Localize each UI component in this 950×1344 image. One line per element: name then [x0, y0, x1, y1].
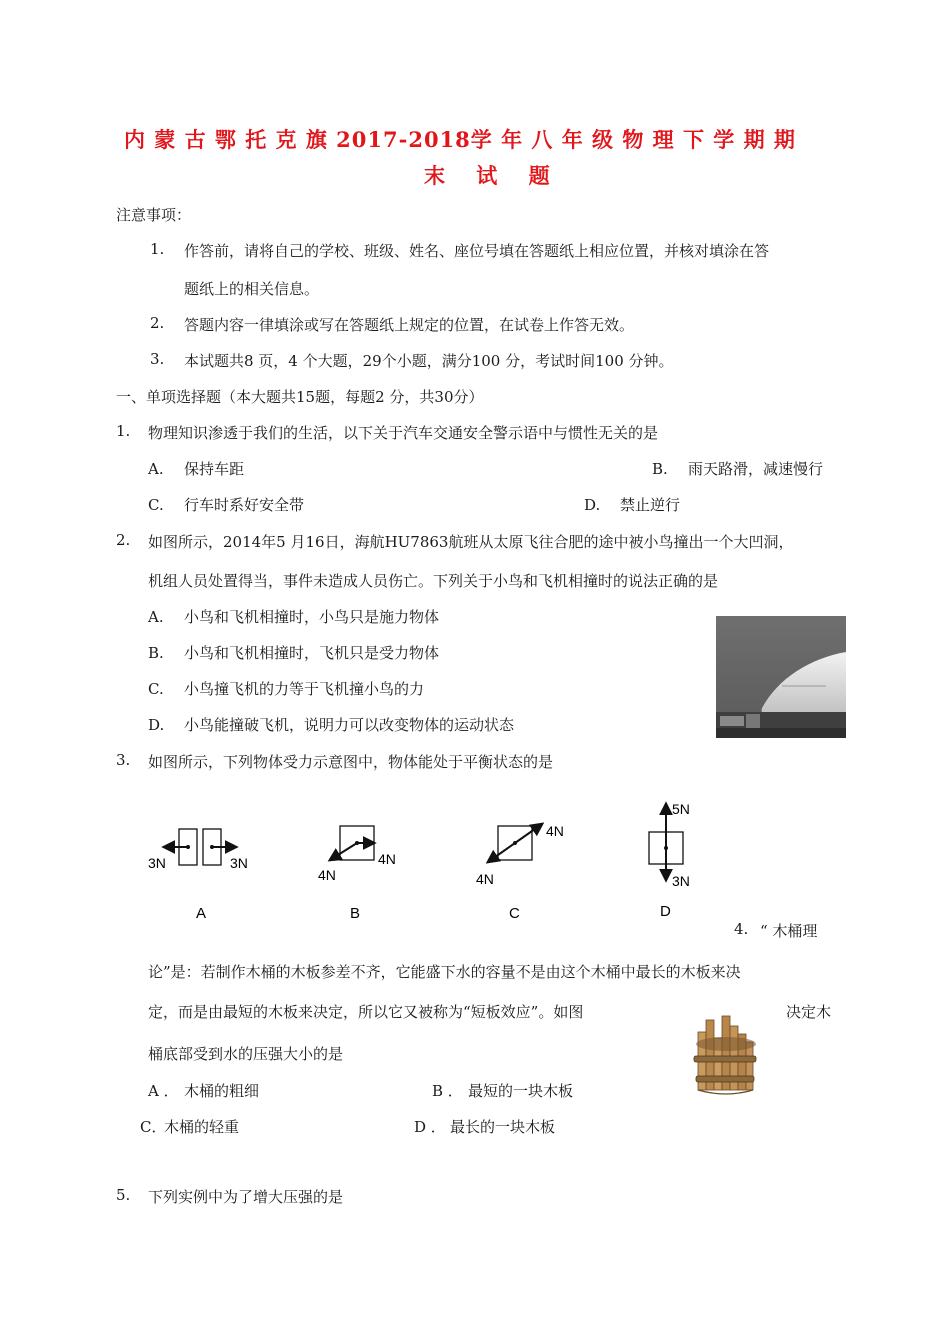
notice-item-3-text: 本试题共8 页，4 个大题，29个小题，满分100 分，考试时间100 分钟。 — [184, 352, 674, 370]
option-text: 小鸟和飞机相撞时，小鸟只是施力物体 — [184, 608, 440, 626]
option-text: 雨天路滑，减速慢行 — [688, 460, 824, 478]
q3-number: 3. — [116, 751, 131, 769]
q4-number: 4. — [734, 920, 749, 938]
notice-item-1-num: 1. — [150, 240, 165, 258]
option-label: B ． — [432, 1082, 463, 1100]
option-label: B. — [148, 644, 164, 662]
section-heading: 一、单项选择题（本大题共15题，每题2 分，共30分） — [116, 388, 484, 406]
notice-item-2-num: 2. — [150, 314, 165, 332]
notice-item-2-text: 答题内容一律填涂或写在答题纸上规定的位置，在试卷上作答无效。 — [184, 316, 635, 334]
airplane-nose-image — [716, 616, 846, 738]
option-label: A ． — [148, 1082, 179, 1100]
q1-option-d — [584, 494, 680, 515]
figure-d-force-up: 5N — [672, 801, 690, 817]
q1-option-a — [148, 458, 244, 479]
q2-stem-line1: 如图所示，2014年5 月16日，海航HU7863航班从太原飞往合肥的途中被小鸟撞出一个大凹洞， — [148, 533, 794, 551]
option-label: D. — [148, 716, 165, 734]
option-label: B. — [652, 460, 668, 478]
option-text: 木桶的粗细 — [184, 1082, 260, 1100]
q4-stem-line1: 论”是：若制作木桶的木板参差不齐，它能盛下水的容量不是由这个木桶中最长的木板来决 — [148, 963, 741, 981]
q5-number: 5. — [116, 1186, 131, 1204]
figure-a-force-left: 3N — [148, 855, 166, 871]
figure-d-label: D — [660, 903, 671, 920]
q4-option-b — [432, 1080, 573, 1101]
notice-item-1-text: 作答前，请将自己的学校、班级、姓名、座位号填在答题纸上相应位置，并核对填涂在答 — [184, 242, 770, 260]
option-text: 保持车距 — [184, 460, 245, 478]
q2-option-a — [148, 606, 439, 627]
option-label: C． — [140, 1118, 167, 1136]
exam-title-line1: 内 蒙 古 鄂 托 克 旗 2017-2018学 年 八 年 级 物 理 下 学 期 期 — [124, 127, 796, 152]
q3-stem: 如图所示，下列物体受力示意图中，物体能处于平衡状态的是 — [148, 753, 554, 771]
option-label: A. — [148, 460, 164, 478]
figure-b — [318, 826, 396, 922]
option-label: D ． — [414, 1118, 446, 1136]
option-label: C. — [148, 680, 164, 698]
figure-a — [148, 829, 248, 922]
q4-stem-line3: 桶底部受到水的压强大小的是 — [148, 1045, 344, 1063]
option-label: A. — [148, 608, 164, 626]
wooden-bucket-image — [690, 1012, 760, 1096]
figure-d — [649, 801, 690, 920]
q2-stem-line2: 机组人员处置得当，事件未造成人员伤亡。下列关于小鸟和飞机相撞时的说法正确的是 — [148, 572, 719, 590]
notice-item-1-cont: 题纸上的相关信息。 — [184, 280, 320, 298]
figure-a-label: A — [196, 905, 207, 922]
figure-d-force-down: 3N — [672, 873, 690, 889]
notice-item-3-num: 3. — [150, 350, 165, 368]
q4-stem-line2a: 定，而是由最短的木板来决定，所以它又被称为“短板效应”。如图 — [148, 1003, 584, 1021]
option-text: 最短的一块木板 — [468, 1082, 574, 1100]
option-text: 最长的一块木板 — [450, 1118, 556, 1136]
option-text: 小鸟能撞破飞机，说明力可以改变物体的运动状态 — [184, 716, 515, 734]
figure-b-force-right: 4N — [378, 851, 396, 867]
option-text: 木桶的轻重 — [164, 1118, 240, 1136]
airplane-nose-photo — [716, 616, 846, 738]
q2-number: 2. — [116, 531, 131, 549]
q1-option-b — [652, 458, 823, 479]
notice-heading: 注意事项： — [116, 206, 192, 224]
figure-c-force-right: 4N — [546, 823, 564, 839]
option-label: C. — [148, 496, 164, 514]
figure-c-label: C — [509, 905, 520, 922]
q4-option-a — [148, 1080, 259, 1101]
q4-option-d — [414, 1116, 555, 1137]
wooden-bucket-icon — [690, 1012, 760, 1096]
figure-c-force-left: 4N — [476, 871, 494, 887]
q4-head: “ 木桶理 — [760, 922, 818, 940]
q4-stem-line2b: 决定木 — [786, 1003, 832, 1021]
option-text: 小鸟和飞机相撞时，飞机只是受力物体 — [184, 644, 440, 662]
q1-option-c — [148, 494, 304, 515]
option-text: 行车时系好安全带 — [184, 496, 305, 514]
q5-stem: 下列实例中为了增大压强的是 — [148, 1188, 344, 1206]
q1-stem: 物理知识渗透于我们的生活，以下关于汽车交通安全警示语中与惯性无关的是 — [148, 424, 659, 442]
q1-number: 1. — [116, 422, 131, 440]
q4-option-c — [140, 1116, 239, 1137]
figure-c — [476, 823, 564, 922]
option-label: D. — [584, 496, 601, 514]
figure-b-force-left: 4N — [318, 867, 336, 883]
figure-b-label: B — [350, 905, 361, 922]
force-diagrams — [130, 796, 710, 926]
figure-a-force-right: 3N — [230, 855, 248, 871]
option-text: 小鸟撞飞机的力等于飞机撞小鸟的力 — [184, 680, 425, 698]
q2-option-b — [148, 642, 439, 663]
option-text: 禁止逆行 — [620, 496, 681, 514]
q2-option-c — [148, 678, 424, 699]
q2-option-d — [148, 714, 514, 735]
exam-title-line2: 末 试 题 — [424, 163, 562, 188]
